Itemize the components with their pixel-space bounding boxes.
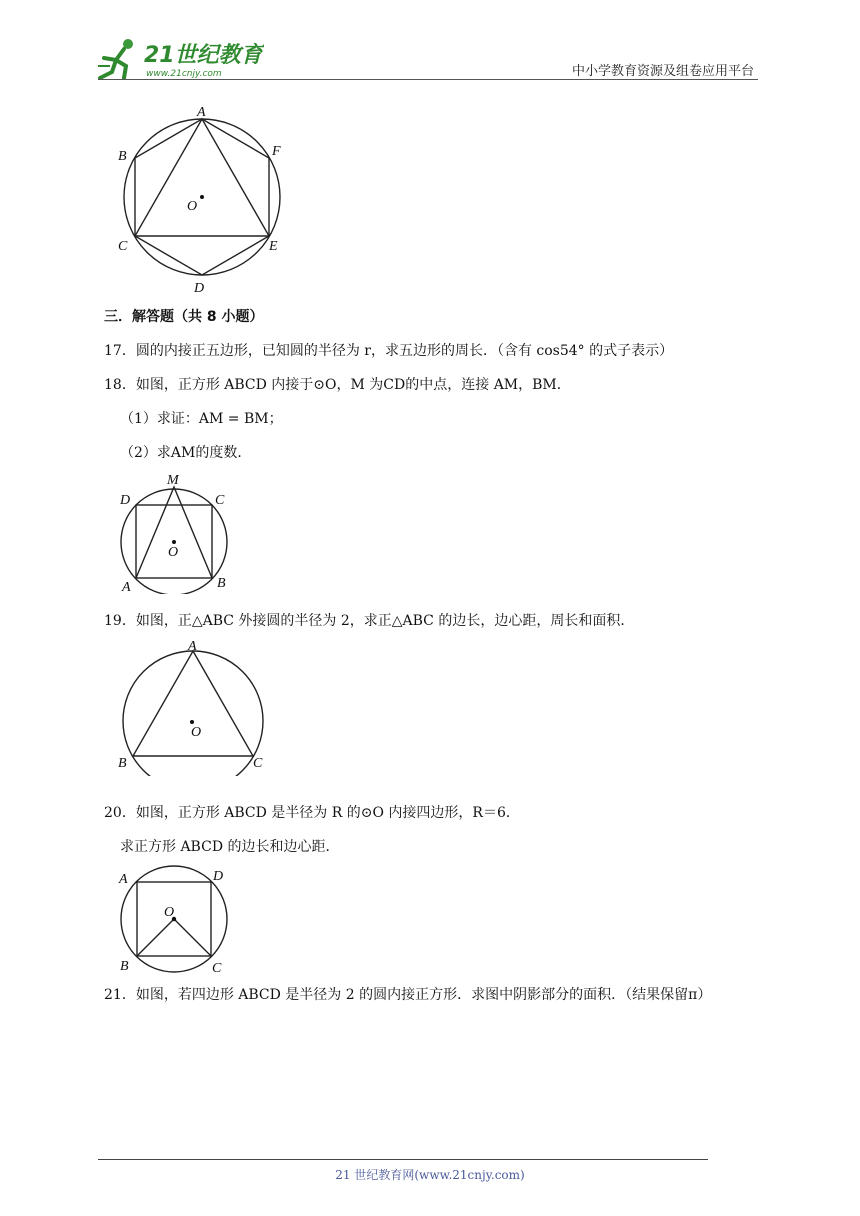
label-M: M	[167, 473, 179, 488]
site-logo	[94, 36, 264, 82]
label-F: F	[272, 144, 281, 159]
section-title: 三．解答题（共 8 小题）	[104, 309, 264, 325]
label-C: C	[215, 493, 225, 508]
label-O: O	[187, 199, 198, 214]
header-platform-text: 中小学教育资源及组卷应用平台	[571, 64, 754, 79]
triangle-figure	[112, 634, 272, 776]
label-D: D	[213, 869, 224, 884]
segments-AM-BM	[136, 487, 212, 578]
center-dot	[190, 720, 194, 724]
radii-OB-OC	[137, 919, 211, 956]
label-B: B	[118, 756, 127, 771]
label-D: D	[120, 493, 131, 508]
label-A: A	[119, 872, 128, 887]
label-A: A	[122, 580, 131, 594]
label-C: C	[253, 756, 263, 771]
label-E: E	[269, 239, 278, 254]
label-O: O	[191, 725, 202, 740]
label-B: B	[120, 959, 129, 974]
label-D: D	[194, 281, 205, 296]
label-A: A	[188, 639, 197, 654]
inscribed-triangle	[133, 651, 253, 756]
label-C: C	[118, 239, 128, 254]
problem-18: 18．如图，正方形 ABCD 内接于⊙O，M 为CD的中点，连接 AM，BM．	[104, 377, 571, 393]
runner-icon	[98, 39, 133, 78]
label-O: O	[164, 905, 175, 920]
label-B: B	[217, 576, 226, 591]
logo-url: www.21cnjy.com	[146, 69, 222, 79]
center-dot	[172, 540, 176, 544]
label-B: B	[118, 149, 127, 164]
logo-text: 21世纪教育	[144, 43, 263, 68]
label-A: A	[197, 105, 206, 120]
label-O: O	[168, 545, 179, 560]
hexagon-figure	[110, 100, 300, 300]
triangle-circle	[123, 651, 263, 776]
problem-21: 21．如图，若四边形 ABCD 是半径为 2 的圆内接正方形．求图中阴影部分的面积．（结果保留π）	[104, 987, 712, 1003]
problem-19: 19．如图，正△ABC 外接圆的半径为 2，求正△ABC 的边长，边心距，周长和面积．	[104, 613, 635, 629]
problem-17: 17．圆的内接正五边形，已知圆的半径为 r，求五边形的周长．（含有 cos54° 的式子表示）	[104, 343, 674, 359]
inscribed-triangle	[135, 119, 269, 236]
problem-20-line2: 求正方形 ABCD 的边长和边心距．	[120, 839, 340, 855]
problem-18-part1: （1）求证：AM = BM；	[120, 411, 283, 427]
problem-18-part2: （2）求AM的度数．	[120, 445, 252, 461]
footer-divider	[98, 1159, 708, 1160]
header-divider	[98, 79, 758, 80]
label-C: C	[212, 961, 222, 976]
center-dot	[200, 195, 204, 199]
footer-text: 21 世纪教育网(www.21cnjy.com)	[335, 1168, 525, 1182]
square-m-figure	[114, 470, 240, 594]
problem-20: 20．如图，正方形 ABCD 是半径为 R 的⊙O 内接四边形，R＝6．	[104, 805, 520, 821]
square-r-figure	[114, 864, 238, 976]
